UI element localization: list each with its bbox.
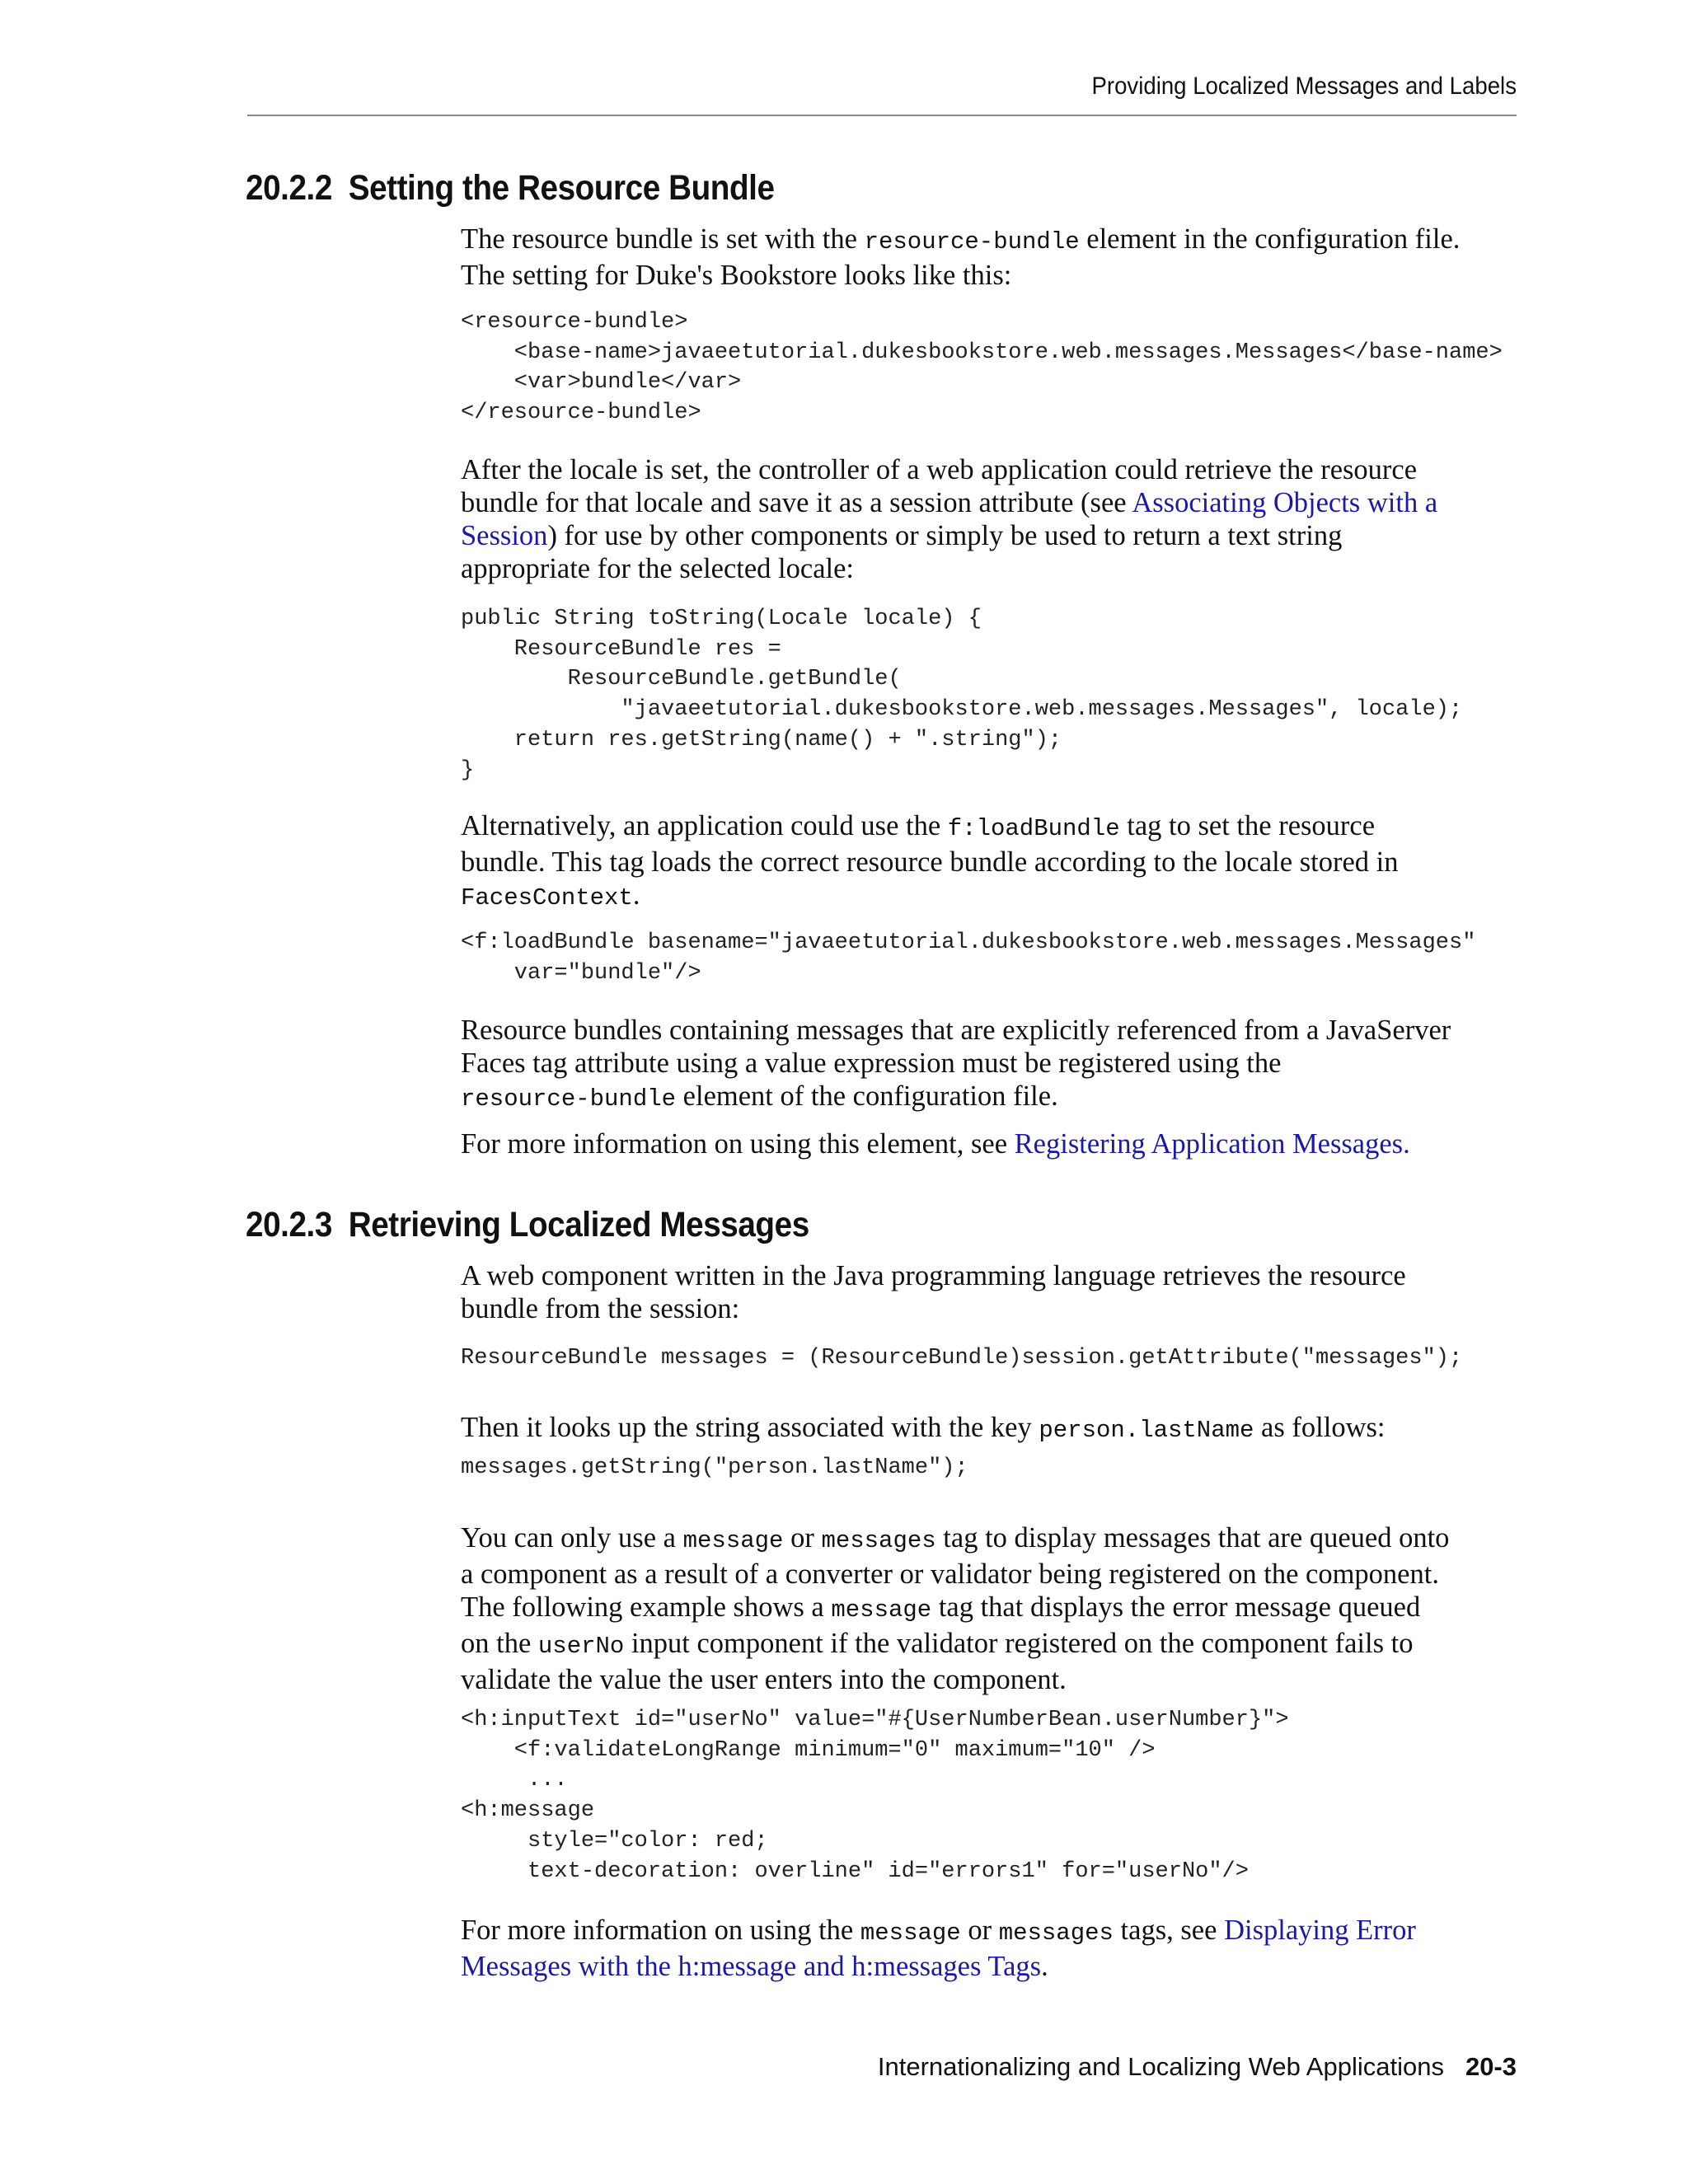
paragraph-web-component-retrieves xyxy=(461,1259,1532,1325)
text-run: as follows: xyxy=(1254,1412,1386,1443)
paragraph-line: bundle. This tag loads the correct resource bundle according to the locale stored in xyxy=(461,846,1399,878)
link-associating-objects-with-session-cont[interactable]: Session xyxy=(461,520,548,551)
paragraph-line xyxy=(461,809,1532,846)
inline-code: message xyxy=(860,1919,961,1947)
text-run: bundle for that locale and save it as a session attribute (see xyxy=(461,487,1132,518)
inline-code: message xyxy=(831,1596,932,1624)
paragraph-line xyxy=(461,1411,1532,1447)
paragraph-line xyxy=(461,1521,1532,1558)
code-block-get-string: messages.getString("person.lastName"); xyxy=(461,1455,968,1480)
text-run: tags, see xyxy=(1113,1915,1225,1946)
paragraph-line: Resource bundles containing messages that are explicitly referenced from a JavaServer xyxy=(461,1015,1451,1046)
paragraph-line xyxy=(461,1127,1532,1160)
paragraph-more-info-element xyxy=(461,1127,1532,1160)
link-registering-application-messages[interactable]: Registering Application Messages xyxy=(1014,1128,1404,1160)
code-block-get-attribute: ResourceBundle messages = (ResourceBundle)session.getAttribute("messages"); xyxy=(461,1346,1463,1371)
section-title: Setting the Resource Bundle xyxy=(348,168,775,208)
paragraph-line xyxy=(461,1950,1532,1983)
paragraph-line xyxy=(461,486,1532,519)
paragraph-more-info-tags xyxy=(461,1914,1532,1983)
inline-code: f:loadBundle xyxy=(947,815,1120,842)
inline-code: person.lastName xyxy=(1039,1417,1254,1444)
text-run: You can only use a xyxy=(461,1522,683,1554)
page-footer xyxy=(247,2052,1517,2082)
text-run: For more information on using the xyxy=(461,1915,860,1946)
link-associating-objects-with-session[interactable]: Associating Objects with a xyxy=(1132,487,1438,518)
inline-code: message xyxy=(682,1527,784,1554)
text-run: or xyxy=(783,1522,822,1554)
text-run: tag to display messages that are queued onto xyxy=(935,1522,1450,1554)
inline-code: FacesContext xyxy=(461,884,633,912)
section-number: 20.2.3 xyxy=(246,1205,332,1244)
running-header: Providing Localized Messages and Labels xyxy=(1091,73,1517,100)
paragraph-loadbundle-alternative xyxy=(461,809,1532,915)
section-title: Retrieving Localized Messages xyxy=(348,1205,809,1244)
inline-code: messages xyxy=(998,1919,1114,1947)
code-block-loadbundle-tag: <f:loadBundle basename="javaeetutorial.dukesbookstore.web.messages.Messages" var="bundle"/> xyxy=(461,930,1476,986)
section-heading-retrieving-localized-messages xyxy=(246,1205,809,1245)
text-run: tag that displays the error message queued xyxy=(931,1591,1421,1623)
inline-code: resource-bundle xyxy=(864,228,1080,255)
footer-page-number: 20-3 xyxy=(1465,2052,1517,2081)
paragraph-line: A web component written in the Java programming language retrieves the resource xyxy=(461,1260,1406,1291)
paragraph-line: Faces tag attribute using a value expression must be registered using the xyxy=(461,1047,1282,1079)
text-run: For more information on using this element, see xyxy=(461,1128,1015,1160)
text-run: The resource bundle is set with the xyxy=(461,223,865,255)
paragraph-lookup-string xyxy=(461,1411,1532,1447)
text-run: Alternatively, an application could use the xyxy=(461,810,948,841)
paragraph-line xyxy=(461,223,1532,259)
paragraph-line xyxy=(461,1627,1532,1663)
paragraph-line: The setting for Duke's Bookstore looks like this: xyxy=(461,260,1012,291)
text-run: or xyxy=(960,1915,999,1946)
text-run: Then it looks up the string associated with the key xyxy=(461,1412,1039,1443)
paragraph-line xyxy=(461,1080,1532,1116)
text-run: . xyxy=(1403,1128,1410,1160)
text-run: element in the configuration file. xyxy=(1079,223,1461,255)
section-number: 20.2.2 xyxy=(246,168,332,208)
inline-code: resource-bundle xyxy=(461,1085,677,1113)
paragraph-controller-retrieve xyxy=(461,453,1532,585)
paragraph-message-tags xyxy=(461,1521,1532,1696)
link-displaying-error-messages-cont[interactable]: Messages with the h:message and h:messages Tags xyxy=(461,1951,1042,1982)
text-run: ) for use by other components or simply be used to return a text string xyxy=(547,520,1343,551)
text-run: The following example shows a xyxy=(461,1591,832,1623)
paragraph-resource-bundle-intro xyxy=(461,223,1532,292)
paragraph-line xyxy=(461,519,1532,552)
code-block-inputtext-message: <h:inputText id="userNo" value="#{UserNumberBean.userNumber}"> <f:validateLongRange minimum="0" maximum="10" /> ... <h:message style="color: red; text-decoration: overline" id="errors1" for="userNo"/> xyxy=(461,1708,1289,1884)
text-run: element of the configuration file. xyxy=(676,1080,1058,1112)
text-run: input component if the validator registered on the component fails to xyxy=(624,1628,1414,1659)
text-run: . xyxy=(632,879,640,911)
text-run: on the xyxy=(461,1628,538,1659)
paragraph-line xyxy=(461,1914,1532,1950)
paragraph-line: bundle from the session: xyxy=(461,1293,740,1324)
inline-code: messages xyxy=(821,1527,936,1554)
code-block-tostring-method: public String toString(Locale locale) { ResourceBundle res = ResourceBundle.getBundle( "javaeetutorial.dukesbookstore.web.messages.Messages", locale); return res.getString(name() + ".string"); } xyxy=(461,607,1463,783)
text-run: tag to set the resource xyxy=(1119,810,1376,841)
text-run: . xyxy=(1041,1951,1048,1982)
paragraph-line: a component as a result of a converter or validator being registered on the component. xyxy=(461,1558,1439,1590)
code-block-resource-bundle-config: <resource-bundle> <base-name>javaeetutorial.dukesbookstore.web.messages.Messages</base-name> <var>bundle</var> </resource-bundle> xyxy=(461,310,1503,426)
header-rule xyxy=(247,115,1517,116)
link-displaying-error-messages[interactable]: Displaying Error xyxy=(1224,1915,1416,1946)
paragraph-line: validate the value the user enters into the component. xyxy=(461,1664,1067,1695)
footer-chapter-title: Internationalizing and Localizing Web Applications xyxy=(877,2052,1444,2081)
inline-code: userNo xyxy=(537,1633,625,1660)
section-heading-setting-resource-bundle xyxy=(246,168,775,209)
paragraph-line: After the locale is set, the controller of a web application could retrieve the resource xyxy=(461,454,1418,485)
paragraph-line: appropriate for the selected locale: xyxy=(461,553,855,584)
paragraph-line xyxy=(461,879,1532,915)
paragraph-line xyxy=(461,1591,1532,1627)
paragraph-registered-bundles xyxy=(461,1014,1532,1116)
